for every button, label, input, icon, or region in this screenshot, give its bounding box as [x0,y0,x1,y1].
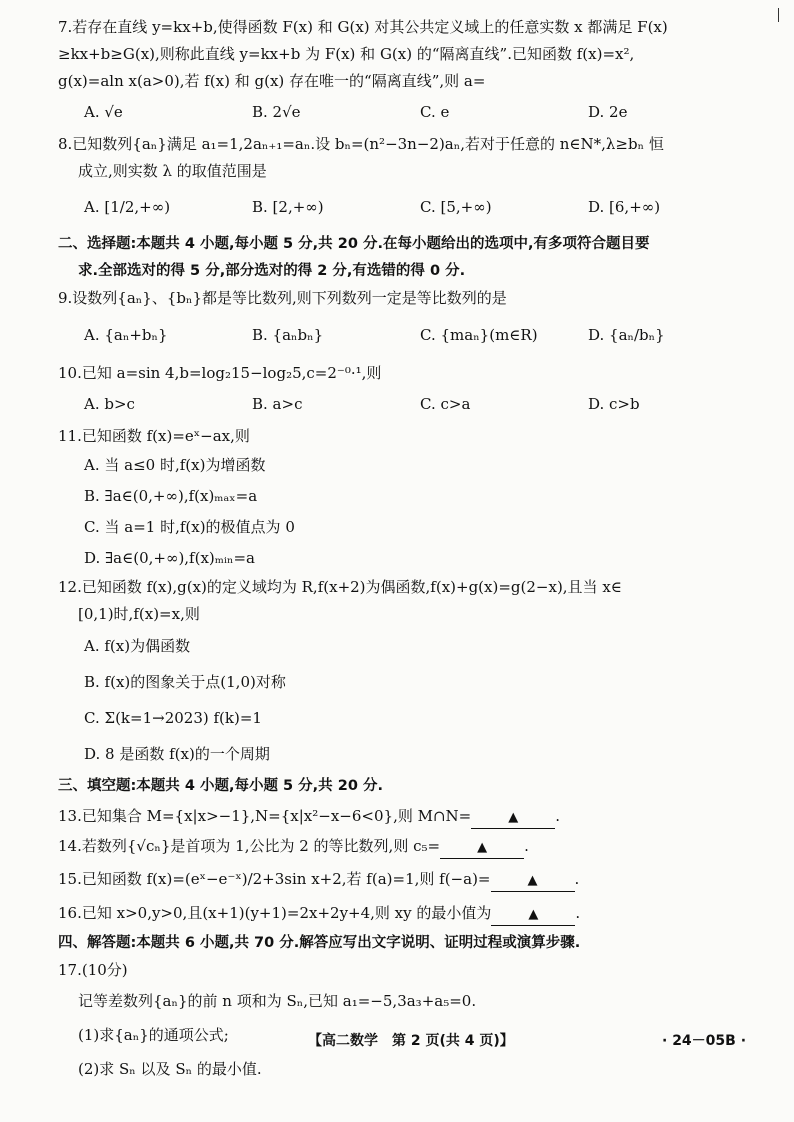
triangle-icon: ▲ [528,907,539,922]
question-14 [58,831,754,861]
option-a[interactable]: A. 当 a≤0 时,f(x)为增函数 [84,456,266,474]
question-17-stem: 记等差数列{aₙ}的前 n 项和为 Sₙ,已知 a₁=−5,3a₃+a₅=0. [78,992,477,1010]
footer-page-label: 【高二数学 第 2 页(共 4 页)】 [308,1033,514,1049]
question-12-line-1: 12.已知函数 f(x),g(x)的定义域均为 R,f(x+2)为偶函数,f(x)+g(x)=g(2−x),且当 x∈ [58,578,622,596]
answer-blank[interactable] [440,836,524,859]
option-b[interactable]: B. a>c [252,395,303,413]
question-11-stem: 11.已知函数 f(x)=eˣ−ax,则 [58,427,250,445]
answer-blank[interactable] [491,869,575,892]
question-13 [58,801,754,831]
section-4-heading: 四、解答题:本题共 6 小题,共 70 分.解答应写出文字说明、证明过程或演算步骤. [58,935,581,951]
option-b[interactable]: B. {aₙbₙ} [252,326,324,344]
question-12-line-2: [0,1)时,f(x)=x,则 [78,605,200,623]
triangle-icon: ▲ [527,873,538,888]
option-d[interactable]: D. c>b [588,395,640,413]
option-a[interactable]: A. b>c [84,395,135,413]
option-a[interactable]: A. √e [84,103,123,121]
option-c[interactable]: C. e [420,103,450,121]
section-2-heading-line-2: 求.全部选对的得 5 分,部分选对的得 2 分,有选错的得 0 分. [78,263,466,279]
section-2-heading-line-1: 二、选择题:本题共 4 小题,每小题 5 分,共 20 分.在每小题给出的选项中,有多项符合题目要 [58,236,650,252]
question-7-line-3: g(x)=aln x(a>0),若 f(x) 和 g(x) 存在唯一的“隔离直线”,则 a= [58,72,486,90]
question-7-options [58,97,754,127]
question-12-options [58,628,754,772]
section-3-heading: 三、填空题:本题共 4 小题,每小题 5 分,共 20 分. [58,778,383,794]
question-15-end: . [574,870,580,888]
question-15-stem: 15.已知函数 f(x)=(eˣ−e⁻ˣ)/2+3sin x+2,若 f(a)=1,则 f(−a)= [58,870,491,888]
option-d[interactable]: D. [6,+∞) [588,198,661,216]
option-b[interactable]: B. ∃a∈(0,+∞),f(x)ₘₐₓ=a [84,487,258,505]
question-8-line-1: 8.已知数列{aₙ}满足 a₁=1,2aₙ₊₁=aₙ.设 bₙ=(n²−3n−2)aₙ,若对于任意的 n∈N*,λ≥bₙ 恒 [58,135,664,153]
triangle-icon: ▲ [508,810,519,825]
question-17-head: 17.(10分) [58,961,128,979]
question-10-stem: 10.已知 a=sin 4,b=log₂15−log₂5,c=2⁻⁰·¹,则 [58,364,382,382]
option-c[interactable]: C. 当 a=1 时,f(x)的极值点为 0 [84,518,295,536]
question-9-stem: 9.设数列{aₙ}、{bₙ}都是等比数列,则下列数列一定是等比数列的是 [58,289,507,307]
option-c[interactable]: C. c>a [420,395,471,413]
option-d[interactable]: D. 2e [588,103,628,121]
question-7-line-2: ≥kx+b≥G(x),则称此直线 y=kx+b 为 F(x) 和 G(x) 的“隔离直线”.已知函数 f(x)=x², [58,45,635,63]
option-a[interactable]: A. {aₙ+bₙ} [84,326,168,344]
option-d[interactable]: D. 8 是函数 f(x)的一个周期 [84,745,270,763]
question-10-options [58,389,754,419]
option-a[interactable]: A. [1/2,+∞) [84,198,171,216]
option-d[interactable]: D. {aₙ/bₙ} [588,326,665,344]
answer-blank[interactable] [491,903,575,926]
answer-blank[interactable] [471,806,555,829]
question-8-options [58,187,754,227]
footer-exam-code: · 24－05B · [662,1033,747,1049]
question-14-end: . [524,837,529,855]
option-d[interactable]: D. ∃a∈(0,+∞),f(x)ₘᵢₙ=a [84,549,255,567]
option-a[interactable]: A. f(x)为偶函数 [84,637,191,655]
edge-mark [778,8,779,22]
question-14-stem: 14.若数列{√cₙ}是首项为 1,公比为 2 的等比数列,则 c₅= [58,837,441,855]
question-17-part-2: (2)求 Sₙ 以及 Sₙ 的最小值. [78,1060,262,1078]
question-11-options [58,450,754,574]
question-7-line-1: 7.若存在直线 y=kx+b,使得函数 F(x) 和 G(x) 对其公共定义域上的任意实数 x 都满足 F(x) [58,18,668,36]
option-b[interactable]: B. [2,+∞) [252,198,324,216]
question-13-end: . [555,807,561,825]
question-13-stem: 13.已知集合 M={x|x>−1},N={x|x²−x−6<0},则 M∩N= [58,807,472,825]
question-16-stem: 16.已知 x>0,y>0,且(x+1)(y+1)=2x+2y+4,则 xy 的最小值为 [58,904,492,922]
question-15 [58,861,754,897]
option-c[interactable]: C. Σ(k=1→2023) f(k)=1 [84,709,262,727]
triangle-icon: ▲ [477,840,488,855]
question-17-part-1: (1)求{aₙ}的通项公式; [78,1026,229,1044]
question-9-options [58,314,754,356]
option-c[interactable]: C. [5,+∞) [420,198,492,216]
option-b[interactable]: B. 2√e [252,103,301,121]
question-8-line-2: 成立,则实数 λ 的取值范围是 [78,162,267,180]
question-16 [58,897,754,929]
option-c[interactable]: C. {maₙ}(m∈R) [420,326,538,344]
option-b[interactable]: B. f(x)的图象关于点(1,0)对称 [84,673,286,691]
question-16-end: . [575,904,581,922]
